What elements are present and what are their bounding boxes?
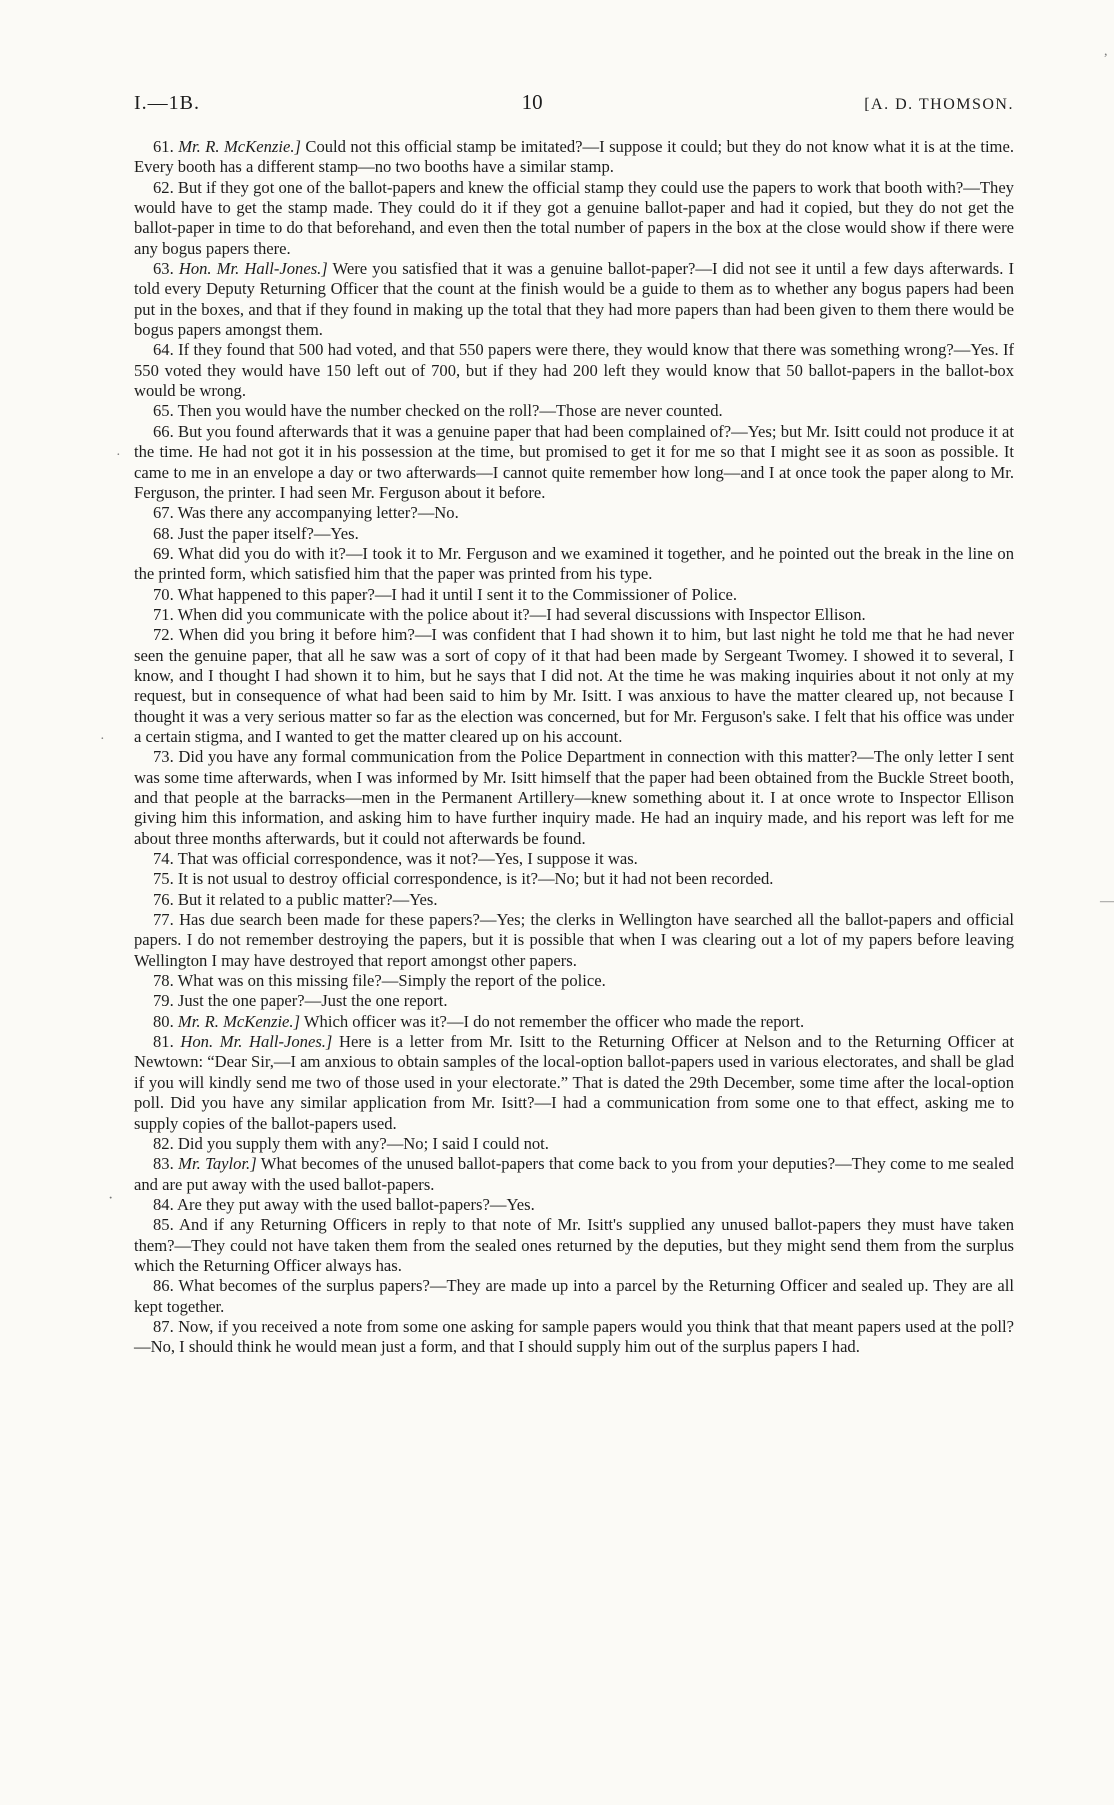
question-paragraph	[134, 991, 1014, 1011]
question-text: Which officer was it?—I do not remember the officer who made the report.	[300, 1011, 805, 1031]
question-text: Just the one paper?—Just the one report.	[177, 991, 448, 1011]
question-paragraph	[134, 869, 1014, 889]
question-number: 66.	[153, 421, 174, 441]
question-text: Now, if you received a note from some one asking for sample papers would you think that that meant papers used at the poll?—No, I should think he would mean just a form, and that I should supply him out of the surplus papers I had.	[134, 1316, 1014, 1357]
question-paragraph	[134, 1012, 1014, 1032]
question-number: 75.	[153, 869, 174, 889]
question-paragraph	[134, 910, 1014, 971]
question-text: But it related to a public matter?—Yes.	[177, 889, 438, 909]
question-paragraph	[134, 1276, 1014, 1317]
question-paragraph	[134, 178, 1014, 259]
question-text: Has due search been made for these papers?—Yes; the clerks in Wellington have searched all the ballot-papers and official papers. I do not remember destroying the papers, but it is possible that when I was clearing out a lot of my papers before leaving Wellington I may have destroyed that report amongst other papers.	[134, 910, 1014, 970]
question-paragraph	[134, 747, 1014, 849]
question-number: 86.	[153, 1276, 174, 1296]
question-text: Are they put away with the used ballot-papers?—Yes.	[176, 1194, 535, 1214]
question-number: 61.	[153, 137, 174, 156]
question-number: 85.	[153, 1215, 174, 1235]
question-number: 63.	[153, 259, 174, 279]
question-number: 77.	[153, 910, 174, 930]
question-text: That was official correspondence, was it not?—Yes, I suppose it was.	[177, 849, 638, 869]
margin-mark: —	[1100, 894, 1114, 909]
margin-mark: ,	[1104, 44, 1108, 59]
question-text: But you found afterwards that it was a genuine paper that had been complained of?—Yes; but Mr. Isitt could not produce it at the time. He had not got it in his possession at the time, but promised to get it for me so that I might see it as soon as possible. It came to me in an envelope a day or two afterwards—I cannot quite remember how long—and I at once took the paper along to Mr. Ferguson, the printer. I had seen Mr. Ferguson about it before.	[134, 421, 1014, 502]
question-paragraph	[134, 137, 1014, 178]
question-text: If they found that 500 had voted, and that 550 papers were there, they would know that there was something wrong?—Yes. If 550 voted they would have 150 left out of 700, but if they had 200 left they would know that 50 ballot-papers in the ballot-box would be wrong.	[134, 340, 1014, 401]
question-text: What becomes of the unused ballot-papers that come back to you from your deputies?—They come to me sealed and are put away with the used ballot-papers.	[134, 1154, 1014, 1194]
question-paragraph	[134, 1215, 1014, 1276]
question-paragraph	[134, 890, 1014, 910]
speaker-name: Mr. Taylor.]	[178, 1154, 257, 1174]
question-number: 67.	[153, 503, 174, 523]
question-number: 84.	[153, 1194, 174, 1214]
question-text: Did you supply them with any?—No; I said I could not.	[177, 1133, 549, 1153]
question-paragraph	[134, 849, 1014, 869]
question-paragraph	[134, 340, 1014, 401]
question-paragraph	[134, 605, 1014, 625]
question-number: 65.	[153, 401, 174, 421]
question-paragraph	[134, 1032, 1014, 1134]
question-paragraph	[134, 401, 1014, 421]
question-paragraph	[134, 625, 1014, 747]
question-text: Could not this official stamp be imitated?—I suppose it could; but they do not know what it is at the time. Every booth has a different stamp—no two booths have a similar stamp.	[134, 137, 1014, 177]
margin-mark: ·	[100, 732, 105, 747]
question-text: Just the paper itself?—Yes.	[177, 523, 359, 543]
question-paragraph	[134, 422, 1014, 503]
question-number: 87.	[153, 1316, 174, 1336]
speaker-name: Mr. R. McKenzie.]	[177, 1011, 301, 1031]
question-paragraph	[134, 1154, 1014, 1195]
question-number: 72.	[153, 625, 174, 645]
question-paragraph	[134, 544, 1014, 585]
question-number: 69.	[153, 543, 174, 563]
question-text: Were you satisfied that it was a genuine ballot-paper?—I did not see it until a few days afterwards. I told every Deputy Returning Officer that the count at the finish would be a guide to them as to whether any bogus papers had been put in the boxes, and that if they found in making up the total that they had more papers than had been given to them there would be bogus papers amongst them.	[134, 259, 1015, 340]
question-number: 73.	[153, 747, 174, 767]
margin-mark: ·	[116, 448, 121, 463]
question-text: What did you do with it?—I took it to Mr. Ferguson and we examined it together, and he pointed out the break in the line on the printed form, which satisfied him that the paper was printed from his type.	[134, 543, 1014, 584]
question-text: Here is a letter from Mr. Isitt to the Returning Officer at Nelson and to the Returning Officer at Newtown: “Dear Sir,—I am anxious to obtain samples of the local-option ballot-papers used in various electorates, and shall be glad if you will kindly send me two of those used in your electorate.” That is dated the 29th December, some time after the local-option poll. Did you have any similar application from Mr. Isitt?—I had a communication from some one to that effect, asking me to supply copies of the ballot-papers used.	[134, 1032, 1014, 1133]
question-text: When did you communicate with the police about it?—I had several discussions with Inspector Ellison.	[177, 604, 866, 624]
question-text: But if they got one of the ballot-papers and knew the official stamp they could use the papers to work that booth with?—They would have to get the stamp made. They could do it if they got a genuine ballot-paper and had it copied, but they do not get the ballot-paper in time to do that beforehand, and even then the total number of papers in the box at the close would show if there were any bogus papers there.	[134, 177, 1014, 258]
question-paragraph	[134, 524, 1014, 544]
speaker-name: Hon. Mr. Hall-Jones.]	[180, 1032, 333, 1052]
question-text: What happened to this paper?—I had it until I sent it to the Commissioner of Police.	[177, 584, 738, 604]
question-number: 64.	[153, 340, 174, 360]
paper-reference: I.—1B.	[134, 92, 200, 114]
question-number: 79.	[153, 991, 174, 1011]
margin-mark: ·	[108, 1190, 114, 1207]
question-text: When did you bring it before him?—I was confident that I had shown it to him, but last night he told me that he had never seen the genuine paper, that all he saw was a sort of copy of it that had been made by Sergeant Twomey. I showed it to several, I know, and I thought I had shown it to him, but he says that I did not. At the time he was making inquiries about it not only at my request, but in consequence of what had been said to him by Mr. Isitt. I was anxious to have the matter cleared up, not because I thought it was a very serious matter so far as the election was concerned, but for Mr. Ferguson's sake. I felt that his office was under a certain stigma, and I wanted to get the matter cleared up on his account.	[134, 625, 1014, 746]
page-number: 10	[521, 90, 543, 114]
question-paragraph	[134, 1317, 1014, 1358]
question-paragraph	[134, 1195, 1014, 1215]
question-number: 78.	[153, 971, 174, 991]
question-number: 68.	[153, 523, 174, 543]
question-number: 70.	[153, 584, 174, 604]
question-text: What becomes of the surplus papers?—They are made up into a parcel by the Returning Officer and sealed up. They are all kept together.	[134, 1276, 1014, 1316]
question-number: 74.	[153, 849, 174, 869]
question-paragraph	[134, 503, 1014, 523]
question-number: 83.	[153, 1154, 174, 1174]
question-number: 82.	[153, 1133, 174, 1153]
question-number: 76.	[153, 889, 174, 909]
page-header	[134, 90, 1014, 115]
question-text: Then you would have the number checked on the roll?—Those are never counted.	[177, 401, 723, 421]
document-body	[134, 137, 1014, 1358]
question-text: Was there any accompanying letter?—No.	[177, 503, 459, 523]
question-text: And if any Returning Officers in reply to that note of Mr. Isitt's supplied any unused ballot-papers they must have taken them?—They could not have taken them from the sealed ones returned by the deputies, but they might send them from the surplus which the Returning Officer always has.	[134, 1215, 1015, 1275]
question-number: 62.	[153, 177, 174, 197]
speaker-name: Hon. Mr. Hall-Jones.]	[178, 259, 328, 279]
question-paragraph	[134, 971, 1014, 991]
question-paragraph	[134, 1134, 1014, 1154]
question-text: What was on this missing file?—Simply the report of the police.	[177, 971, 606, 991]
question-paragraph	[134, 585, 1014, 605]
question-number: 80.	[153, 1011, 174, 1031]
question-number: 71.	[153, 604, 174, 624]
speaker-name: Mr. R. McKenzie.]	[178, 137, 301, 156]
question-paragraph	[134, 259, 1014, 340]
witness-name: [A. D. THOMSON.	[864, 96, 1014, 113]
question-text: Did you have any formal communication from the Police Department in connection with this matter?—The only letter I sent was some time afterwards, when I was informed by Mr. Isitt himself that the paper had been obtained from the Buckle Street booth, and that people at the barracks—men in the Permanent Artillery—knew something about it. I at once wrote to Inspector Ellison giving him this information, and asking him to have further inquiry made. He had an inquiry made, and his report was left for me about three months afterwards, but it could not afterwards be found.	[134, 747, 1014, 848]
question-number: 81.	[153, 1032, 174, 1052]
question-text: It is not usual to destroy official correspondence, is it?—No; but it had not been recorded.	[177, 869, 774, 889]
